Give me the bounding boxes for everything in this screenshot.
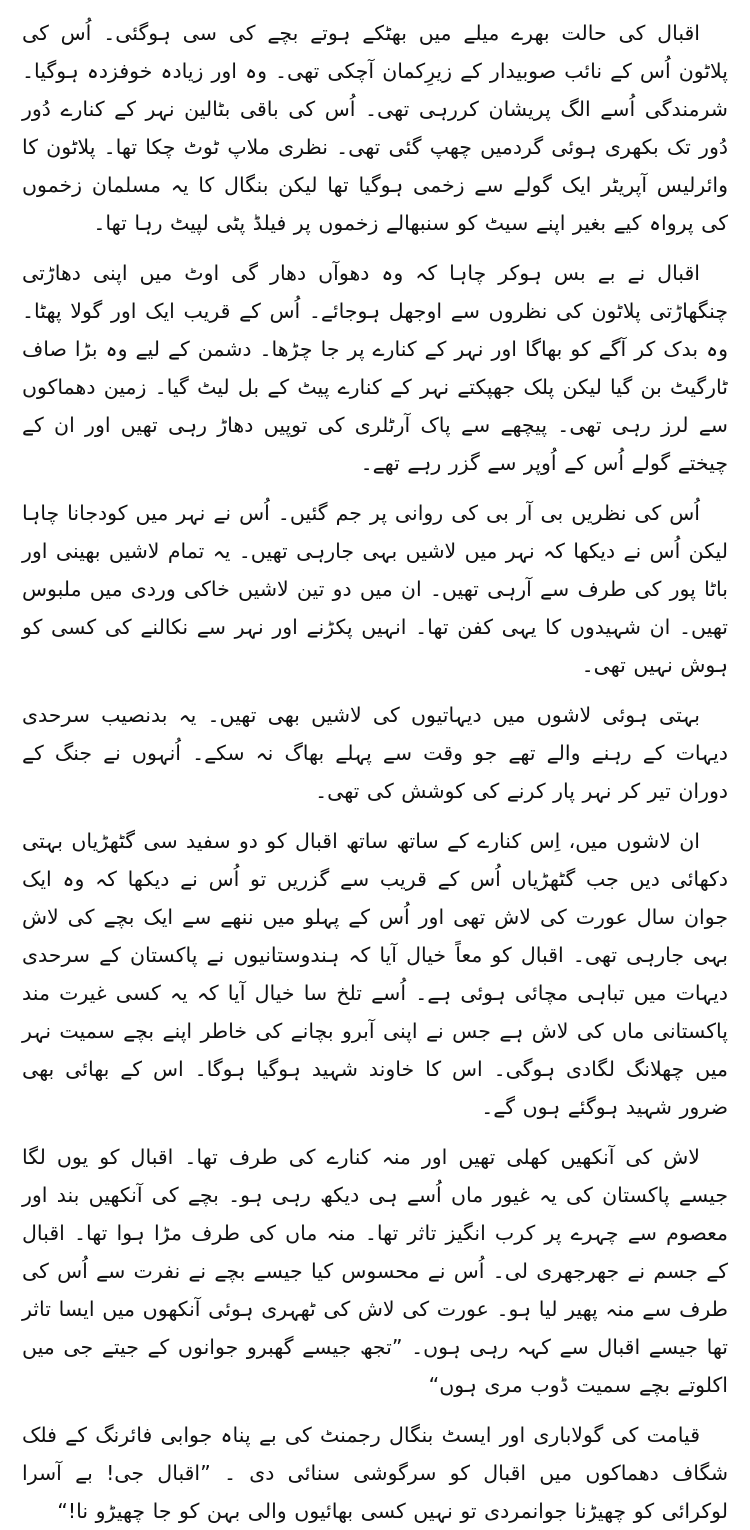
paragraph-2: اقبال نے بے بس ہوکر چاہا کہ وہ دھوآں دھار گی اوٹ میں اپنی دھاڑتی چنگھاڑتی پلاٹون کی نظروں سے اوجھل ہوجائے۔ اُس کے قریب ایک اور گولا پھٹا۔ وہ بدک کر آگے کو بھاگا اور نہر کے کنارے پر جا چڑھا۔ دشمن کے لیے وہ بڑا صاف ٹارگیٹ بن گیا لیکن پلک جھپکتے نہر کے کنارے پیٹ کے بل لیٹ گیا۔ زمین دھماکوں سے لرز رہی تھی۔ پیچھے سے پاک آرٹلری کی توپیں دھاڑ رہی تھیں اور ان کے چیختے گولے اُس کے اُوپر سے گزر رہے تھے۔: [22, 261, 728, 475]
paragraph-3: اُس کی نظریں بی آر بی کی روانی پر جم گئیں۔ اُس نے نہر میں کودجانا چاہا لیکن اُس نے دیکھا کہ نہر میں لاشیں بہی جارہی تھیں۔ یہ تمام لاشیں بھینی اور باٹا پور کی طرف سے آرہی تھیں۔ ان میں دو تین لاشیں خاکی وردی میں ملبوس تھیں۔ ان شہیدوں کا یہی کفن تھا۔ انہیں پکڑنے اور نہر سے نکالنے کی کسی کو ہوش نہیں تھی۔: [22, 501, 728, 677]
paragraph-7: قیامت کی گولاباری اور ایسٹ بنگال رجمنٹ کی بے پناہ جوابی فائرنگ کے فلک شگاف دھماکوں میں اقبال کو سرگوشی سنائی دی ۔ ”اقبال جی! بے آسرا لوکرائی کو چھیڑنا جوانمردی تو نہیں کسی بھائیوں والی بہن کو جا چھیڑو نا!“: [22, 1423, 728, 1523]
paragraph-1: اقبال کی حالت بھرے میلے میں بھٹکے ہوتے بچے کی سی ہوگئی۔ اُس کی پلاٹون اُس کے نائب صوبیدار کے زیرِکمان آچکی تھی۔ وہ اور زیادہ خوفزدہ ہوگیا۔ شرمندگی اُسے الگ پریشان کررہی تھی۔ اُس کی باقی بٹالین نہر کے کنارے دُور دُور تک بکھری ہوئی گردمیں چھپ گئی تھی۔ نظری ملاپ ٹوٹ چکا تھا۔ پلاٹون کا وائرلیس آپریٹر ایک گولے سے زخمی ہوگیا تھا لیکن بنگال کا یہ مسلمان زخموں کی پرواہ کیے بغیر اپنے سیٹ کو سنبھالے زخموں پر فیلڈ پٹی لپیٹ رہا تھا۔: [22, 21, 728, 235]
paragraph-4: بہتی ہوئی لاشوں میں دیہاتیوں کی لاشیں بھی تھیں۔ یہ بدنصیب سرحدی دیہات کے رہنے والے تھے جو وقت سے پہلے بھاگ نہ سکے۔ اُنہوں نے جنگ کے دوران تیر کر نہر پار کرنے کی کوشش کی تھی۔: [22, 703, 728, 803]
paragraph-5: ان لاشوں میں، اِس کنارے کے ساتھ ساتھ اقبال کو دو سفید سی گٹھڑیاں بہتی دکھائی دیں جب گٹھڑیاں اُس کے قریب سے گزریں تو اُس نے دیکھا کہ وہ ایک جوان سال عورت کی لاش تھی اور اُس کے پہلو میں ننھے سے ایک بچے کی لاش بہی جارہی تھی۔ اقبال کو معاً خیال آیا کہ ہندوستانیوں نے پاکستان کے سرحدی دیہات میں تباہی مچائی ہوئی ہے۔ اُسے تلخ سا خیال آیا کہ یہ کسی غیرت مند پاکستانی ماں کی لاش ہے جس نے اپنی آبرو بچانے کی خاطر اپنے بچے سمیت نہر میں چھلانگ لگادی ہوگی۔ اس کا خاوند شہید ہوگیا ہوگا۔ اس کے بھائی بھی ضرور شہید ہوگئے ہوں گے۔: [22, 829, 728, 1119]
paragraph-6: لاش کی آنکھیں کھلی تھیں اور منہ کنارے کی طرف تھا۔ اقبال کو یوں لگا جیسے پاکستان کی یہ غیور ماں اُسے ہی دیکھ رہی ہو۔ بچے کی آنکھیں بند اور معصوم سے چہرے پر کرب انگیز تاثر تھا۔ منہ ماں کی طرف مڑا ہوا تھا۔ اقبال کے جسم نے جھرجھری لی۔ اُس نے محسوس کیا جیسے بچے نے نفرت سے اُس کی طرف سے منہ پھیر لیا ہو۔ عورت کی لاش کی ٹھہری ہوئی آنکھوں میں ایسا تاثر تھا جیسے اقبال سے کہہ رہی ہوں۔ ”تجھ جیسے گھبرو جوانوں کے جیتے جی میں اکلوتے بچے سمیت ڈوب مری ہوں“: [22, 1145, 728, 1397]
